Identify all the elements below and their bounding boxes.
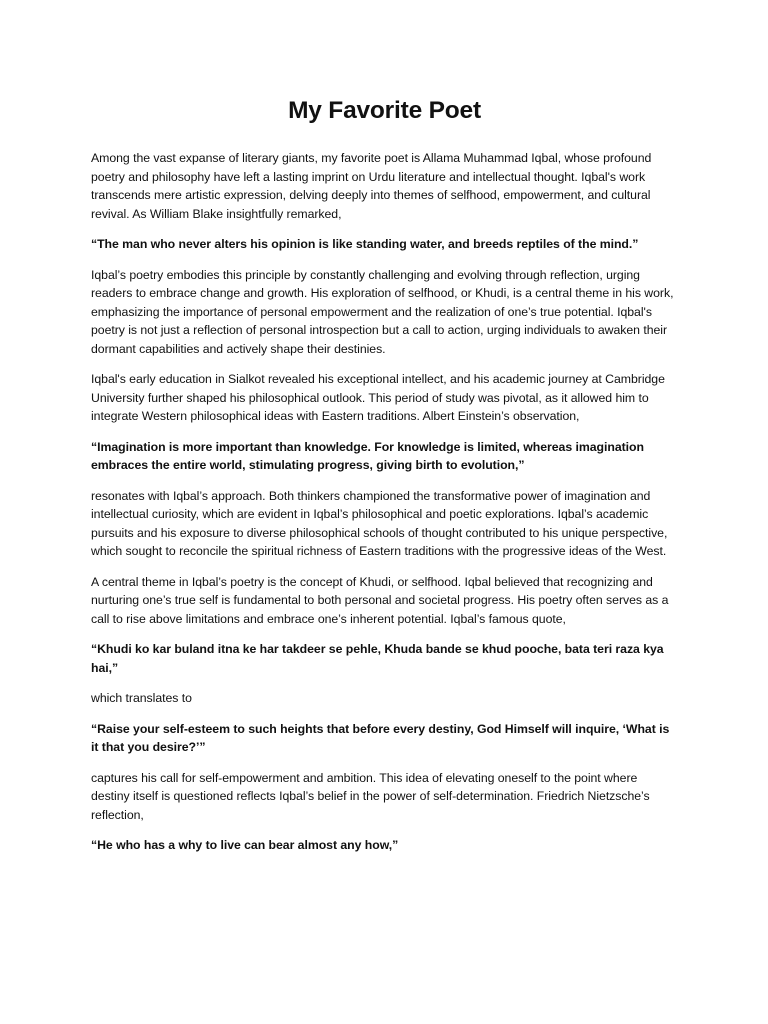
document-body: [91, 149, 678, 855]
quote-paragraph: “Imagination is more important than knowledge. For knowledge is limited, whereas imagination embraces the entire world, stimulating progress, giving birth to evolution,”: [91, 439, 644, 472]
body-paragraph: A central theme in Iqbal’s poetry is the concept of Khudi, or selfhood. Iqbal believed that recognizing and nurturing one’s true self is fundamental to both personal and societal progress. His poetry often serves as a call to rise above limitations and embrace one’s inherent potential. Iqbal’s famous quote,: [91, 574, 669, 626]
quote-paragraph: “Raise your self-esteem to such heights that before every destiny, God Himself will inquire, ‘What is it that you desire?’”: [91, 721, 670, 754]
body-paragraph: resonates with Iqbal’s approach. Both thinkers championed the transformative power of imagination and intellectual curiosity, which are evident in Iqbal’s philosophical and poetic explorations. Iqbal’s academic pursuits and his exposure to diverse philosophical schools of thought contributed to his unique perspective, which sought to reconcile the spiritual richness of Eastern traditions with the progressive ideas of the West.: [91, 488, 668, 558]
quote-paragraph: “He who has a why to live can bear almost any how,”: [91, 838, 399, 852]
document-page: [91, 94, 678, 867]
body-paragraph: Among the vast expanse of literary giants, my favorite poet is Allama Muhammad Iqbal, whose profound poetry and philosophy have left a lasting imprint on Urdu literature and intellectual thought. Iqbal's work transcends mere artistic expression, delving deeply into themes of selfhood, empowerment, and cultural revival. As William Blake insightfully remarked,: [91, 151, 652, 221]
document-title: My Favorite Poet: [288, 97, 481, 124]
quote-paragraph: “The man who never alters his opinion is like standing water, and breeds reptiles of the mind.”: [91, 237, 639, 251]
quote-paragraph: “Khudi ko kar buland itna ke har takdeer se pehle, Khuda bande se khud pooche, bata teri raza kya hai,”: [91, 642, 664, 675]
body-paragraph: Iqbal’s poetry embodies this principle by constantly challenging and evolving through reflection, urging readers to embrace change and growth. His exploration of selfhood, or Khudi, is a central theme in his work, emphasizing the importance of personal empowerment and the realization of one’s true potential. Iqbal's poetry is not just a reflection of personal introspection but a call to action, urging individuals to awaken their dormant capabilities and actively shape their destinies.: [91, 267, 674, 356]
body-paragraph: which translates to: [91, 691, 192, 705]
body-paragraph: Iqbal's early education in Sialkot revealed his exceptional intellect, and his academic journey at Cambridge University further shaped his philosophical outlook. This period of study was pivotal, as it allowed him to integrate Western philosophical ideas with Eastern traditions. Albert Einstein’s observation,: [91, 372, 665, 423]
body-paragraph: captures his call for self-empowerment and ambition. This idea of elevating oneself to the point where destiny itself is questioned reflects Iqbal’s belief in the power of self-determination. Friedrich Nietzsche’s reflection,: [91, 770, 650, 822]
